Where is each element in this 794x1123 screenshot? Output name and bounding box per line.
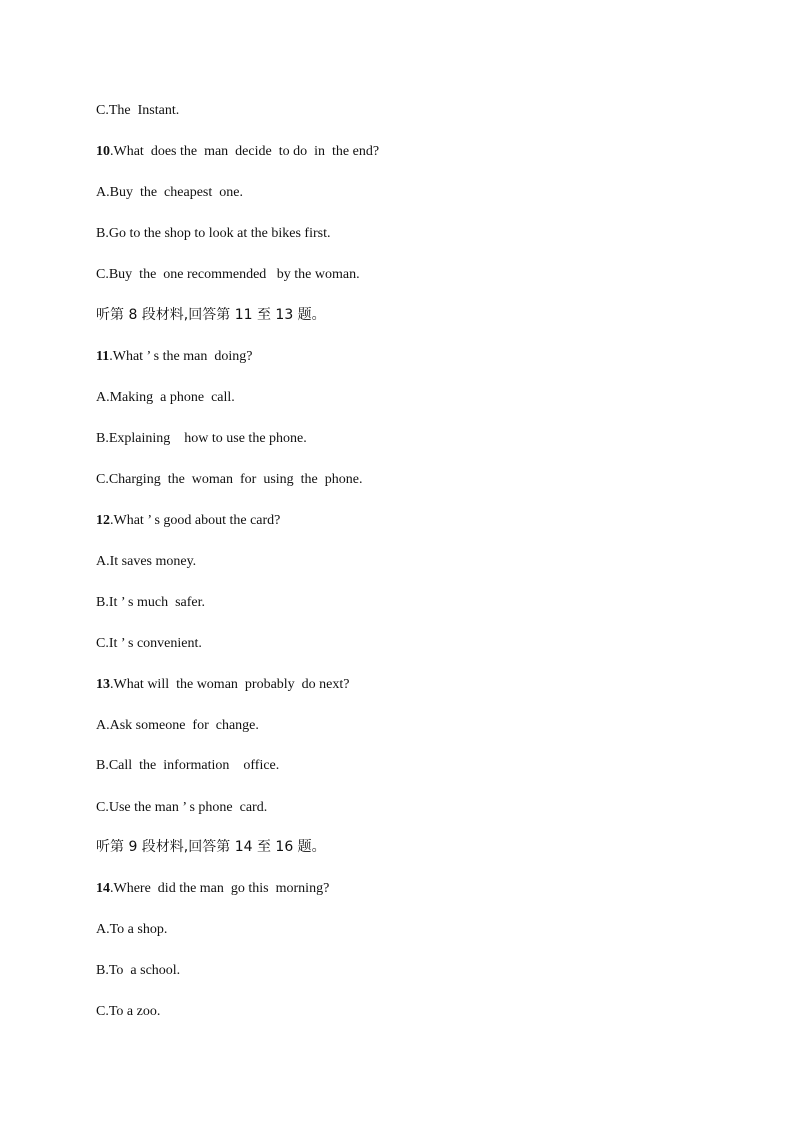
answer-option: C.Charging the woman for using the phone. xyxy=(96,472,363,487)
answer-option: C.The Instant. xyxy=(96,103,180,118)
question-text: .What does the man decide to do in the end? xyxy=(110,144,380,159)
question-number: 13 xyxy=(96,677,110,692)
answer-option: C.To a zoo. xyxy=(96,1004,161,1019)
answer-option: C.Buy the one recommended by the woman. xyxy=(96,267,360,282)
answer-option: B.Go to the shop to look at the bikes first. xyxy=(96,226,331,241)
question-number: 12 xyxy=(96,513,110,528)
question-text: .What ’ s good about the card? xyxy=(110,513,281,528)
question-text: .Where did the man go this morning? xyxy=(110,881,330,896)
question-number: 10 xyxy=(96,144,110,159)
question-text: .What ’ s the man doing? xyxy=(109,349,253,364)
question-number: 14 xyxy=(96,881,110,896)
question-10 xyxy=(96,142,379,162)
answer-option: A.Buy the cheapest one. xyxy=(96,185,243,200)
answer-option: A.It saves money. xyxy=(96,554,197,569)
question-14 xyxy=(96,879,329,899)
question-12 xyxy=(96,511,280,531)
answer-option: A.To a shop. xyxy=(96,922,168,937)
question-13 xyxy=(96,675,350,695)
answer-option: B.It ’ s much safer. xyxy=(96,595,205,610)
section-heading: 听第 8 段材料,回答第 11 至 13 题。 xyxy=(96,307,326,323)
answer-option: C.Use the man ’ s phone card. xyxy=(96,800,268,815)
answer-option: C.It ’ s convenient. xyxy=(96,636,202,651)
answer-option: A.Making a phone call. xyxy=(96,390,235,405)
question-11 xyxy=(96,347,252,367)
question-text: .What will the woman probably do next? xyxy=(110,677,350,692)
answer-option: B.To a school. xyxy=(96,963,181,978)
section-heading: 听第 9 段材料,回答第 14 至 16 题。 xyxy=(96,839,326,855)
answer-option: A.Ask someone for change. xyxy=(96,718,259,733)
question-number: 11 xyxy=(96,349,110,364)
answer-option: B.Call the information office. xyxy=(96,758,280,773)
answer-option: B.Explaining how to use the phone. xyxy=(96,431,307,446)
